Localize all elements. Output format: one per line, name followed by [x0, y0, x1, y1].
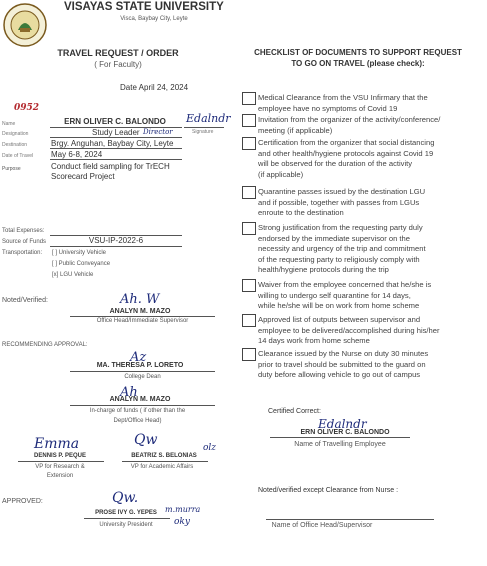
vp-research-title-line-2: Extension [46, 473, 74, 479]
noted-title: Office Head/Immediate Supervisor [96, 318, 189, 324]
checklist-item-medical: Medical Clearance from the VSU Infirmary that the employee have no symptoms of Covid 19 [258, 93, 428, 113]
office-head-label: Name of Office Head/Supervisor [271, 522, 373, 529]
dean-signature: Az [130, 350, 147, 365]
president-title: University President [99, 522, 153, 528]
vp-academic-note: olz [203, 443, 217, 453]
noted-label: Noted/Verified: [2, 297, 48, 304]
checklist-checkbox-outputs[interactable] [242, 314, 256, 327]
university-seal [2, 2, 48, 48]
applicant-signature: Edalndr [186, 112, 231, 125]
noted-except-label: Noted/verified except Clearance from Nurse : [258, 487, 399, 494]
checklist-checkbox-clearance[interactable] [242, 348, 256, 361]
checklist-title-line-1: CHECKLIST OF DOCUMENTS TO SUPPORT REQUEST [254, 48, 462, 57]
checklist-item-justification: Strong justification from the requesting party duly endorsed by the immediate supervisor on the necessity and urgency of the trip and commitment of the requesting party to religiously comply with health/hygiene protocols during the trip [258, 223, 426, 275]
university-name: VISAYAS STATE UNIVERSITY [64, 1, 224, 13]
total-expenses-label: Total Expenses: [2, 228, 45, 234]
incharge-signature: Ah [120, 385, 138, 400]
form-subtitle: ( For Faculty) [94, 60, 142, 69]
certified-name: ERN OLIVER C. BALONDO [300, 429, 390, 436]
checklist-checkbox-medical[interactable] [242, 92, 256, 105]
transport-option-university[interactable]: [ ] University Vehicle [52, 250, 107, 256]
incharge-title-line-2: Dept/Office Head) [113, 418, 162, 424]
transport-option-public[interactable]: [ ] Public Conveyance [52, 261, 111, 267]
purpose-line-2: Scorecard Project [51, 172, 115, 181]
request-date: Date April 24, 2024 [120, 83, 189, 92]
checklist-item-outputs: Approved list of outputs between supervisor and employee to be delivered/accomplished during his/her 14 days work from home scheme [258, 315, 440, 346]
dean-name: MA. THERESA P. LORETO [96, 362, 184, 369]
checklist-item-waiver: Waiver from the employee concerned that he/she is willing to undergo self quarantine for 14 days, while he/she will be on work from home scheme [258, 280, 432, 311]
incharge-name: ANALYN M. MAZO [109, 396, 171, 403]
vp-research-name: DENNIS P. PEQUE [34, 453, 86, 459]
purpose-label: Purpose [2, 166, 21, 172]
dean-title: College Dean [124, 374, 161, 380]
checklist-item-invitation: Invitation from the organizer of the activity/conference/ meeting (if applicable) [258, 115, 441, 135]
purpose-line-1: Conduct field sampling for TrECH [51, 162, 170, 171]
president-signature: Qw. [112, 490, 139, 506]
noted-signature: Ah. W [120, 292, 160, 307]
checklist-checkbox-waiver[interactable] [242, 279, 256, 292]
incharge-title-line-1: In-charge of funds ( if other than the [89, 408, 186, 414]
signature-label: Signature [192, 129, 214, 135]
certified-label: Certified Correct: [268, 408, 321, 415]
source-of-funds-label: Source of Funds [2, 239, 47, 245]
noted-name: ANALYN M. MAZO [109, 308, 171, 315]
recommending-label: RECOMMENDING APPROVAL: [2, 342, 88, 348]
university-address: Visca, Baybay City, Leyte [120, 16, 188, 22]
checklist-checkbox-quarantine[interactable] [242, 186, 256, 199]
destination-value: Brgy. Anguhan, Baybay City, Leyte [51, 139, 174, 148]
date-of-travel-label: Date of Travel [2, 153, 34, 159]
checklist-title-line-2: TO GO ON TRAVEL (please check): [291, 59, 425, 68]
transport-option-lgu[interactable]: [x] LGU Vehicle [52, 272, 94, 278]
reference-number: 0952 [14, 103, 40, 113]
vp-academic-title: VP for Academic Affairs [130, 464, 194, 470]
certified-title: Name of Travelling Employee [294, 441, 386, 448]
source-of-funds-value: VSU-IP-2022-6 [88, 236, 144, 245]
checklist-checkbox-justification[interactable] [242, 222, 256, 235]
designation-label: Designation [2, 131, 29, 137]
name-label: Name [2, 121, 16, 127]
president-note-1: m.murra [165, 505, 201, 514]
checklist-item-certification: Certification from the organizer that social distancing and other health/hygiene protocols against Covid 19 will be observed for the duration of the activity (if applicable) [258, 138, 435, 179]
checklist-checkbox-invitation[interactable] [242, 114, 256, 127]
designation-note: Director [143, 128, 173, 136]
vp-academic-name: BEATRIZ S. BELONIAS [131, 453, 197, 459]
checklist-checkbox-certification[interactable] [242, 137, 256, 150]
designation-value: Study Leader [92, 128, 140, 137]
certified-signature: Edalndr [318, 417, 367, 431]
vp-research-title-line-1: VP for Research & [35, 464, 85, 470]
date-of-travel-value: May 6-8, 2024 [51, 150, 103, 159]
vp-academic-signature: Qw [134, 432, 158, 448]
transportation-label: Transportation: [2, 250, 43, 256]
checklist-item-clearance: Clearance issued by the Nurse on duty 30 minutes prior to travel should be submitted to the guard on duty before allowing vehicle to go out of campus [258, 349, 429, 380]
approved-label: APPROVED: [2, 498, 43, 505]
destination-label: Destination [2, 142, 28, 148]
president-name: PROSE IVY G. YEPES [95, 510, 157, 516]
form-title: TRAVEL REQUEST / ORDER [57, 48, 179, 58]
employee-name: ERN OLIVER C. BALONDO [64, 117, 166, 126]
checklist-item-quarantine: Quarantine passes issued by the destination LGU and if possible, together with passes from LGUs enroute to the destination [258, 187, 426, 218]
president-note-2: oky [174, 517, 190, 527]
vp-research-signature: Emma [34, 436, 80, 452]
